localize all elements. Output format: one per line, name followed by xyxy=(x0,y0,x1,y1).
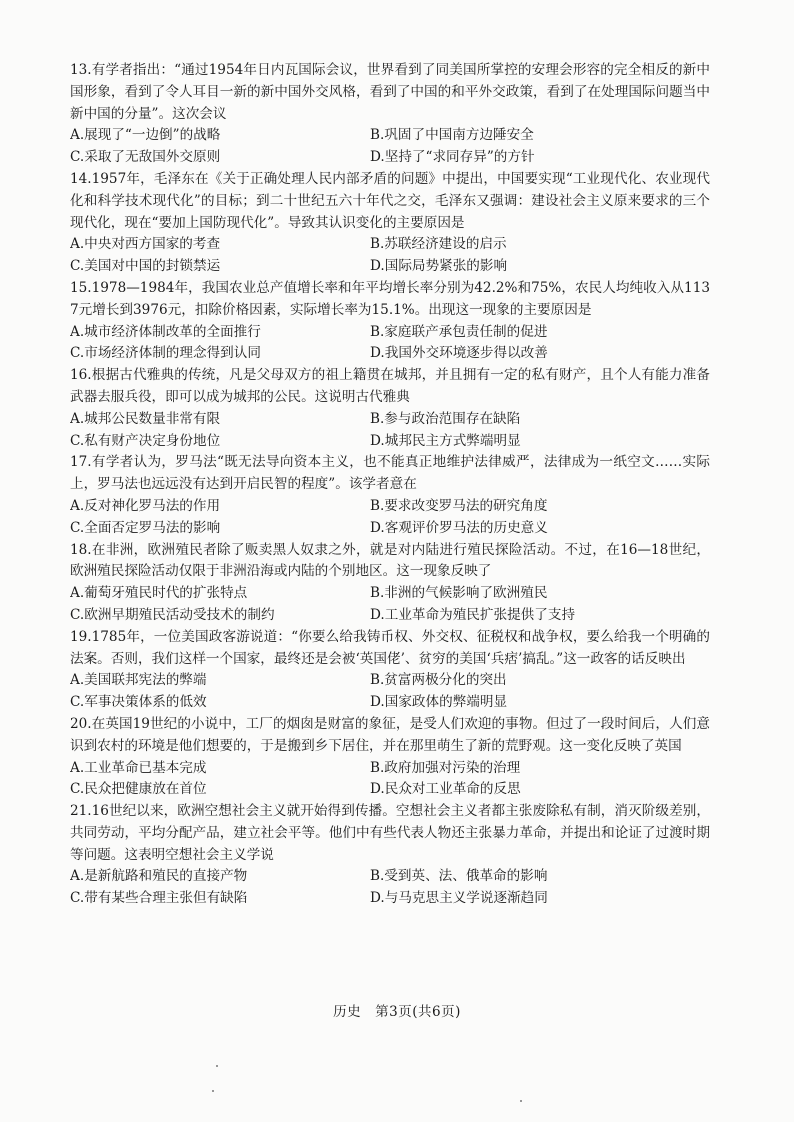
option-b: B.家庭联产承包责任制的促进 xyxy=(370,323,548,340)
option-a: A.中央对西方国家的考查 xyxy=(70,236,221,253)
question-18 xyxy=(70,540,710,627)
question-stem: 20.在英国19世纪的小说中，工厂的烟囱是财富的象征，是受人们欢迎的事物。但过了一段时间后，人们意识到农村的环境是他们想要的，于是搬到乡下居住，并在那里萌生了新的荒野观。这一变化反映了英国 xyxy=(70,715,710,754)
option-b: B.政府加强对污染的治理 xyxy=(370,759,521,776)
options xyxy=(70,583,710,627)
option-b: B.参与政治范围存在缺陷 xyxy=(370,410,521,427)
question-stem: 17.有学者认为，罗马法“既无法导向资本主义，也不能真正地维护法律威严，法律成为一纸空文……实际上，罗马法也远远没有达到开启民智的程度”。该学者意在 xyxy=(70,454,710,493)
option-a: A.是新航路和殖民的直接产物 xyxy=(70,868,248,885)
question-21 xyxy=(70,801,710,910)
question-stem: 19.1785年，一位美国政客游说道：“你要么给我铸币权、外交权、征税权和战争权，要么给我一个明确的法案。否则，我们这样一个国家，最终还是会被‘英国佬’、贫穷的美国‘兵痞’搞乱。”这一政客的话反映出 xyxy=(70,628,710,667)
options xyxy=(70,758,710,802)
option-b: B.要求改变罗马法的研究角度 xyxy=(370,497,548,514)
option-b: B.受到英、法、俄革命的影响 xyxy=(370,868,548,885)
option-d: D.与马克思主义学说逐渐趋同 xyxy=(370,890,548,907)
option-a: A.展现了“一边倒”的战略 xyxy=(70,127,221,144)
option-a: A.城邦公民数量非常有限 xyxy=(70,410,221,427)
option-a: A.工业革命已基本完成 xyxy=(70,759,207,776)
option-c: C.美国对中国的封锁禁运 xyxy=(70,258,221,275)
option-d: D.城邦民主方式弊端明显 xyxy=(370,432,521,449)
option-d: D.民众对工业革命的反思 xyxy=(370,781,521,798)
question-stem: 15.1978—1984年，我国农业总产值增长率和年平均增长率分别为42.2%和75%，农民人均纯收入从1137元增长到3976元，扣除价格因素，实际增长率为15.1%。出现这一现象的主要原因是 xyxy=(70,279,710,318)
option-b: B.非洲的气候影响了欧洲殖民 xyxy=(370,585,548,602)
question-17 xyxy=(70,452,710,539)
scan-speck xyxy=(212,1090,214,1092)
option-b: B.巩固了中国南方边陲安全 xyxy=(370,127,534,144)
option-b: B.苏联经济建设的启示 xyxy=(370,236,507,253)
question-stem: 14.1957年，毛泽东在《关于正确处理人民内部矛盾的问题》中提出，中国要实现“工业现代化、农业现代化和科学技术现代化”的目标；到二十世纪五六十年代之交，毛泽东又强调：建设社会主义原来要求的三个现代化，现在“要加上国防现代化”。导致其认识变化的主要原因是 xyxy=(70,170,710,231)
options xyxy=(70,866,710,910)
options xyxy=(70,496,710,540)
question-19 xyxy=(70,627,710,714)
option-d: D.客观评价罗马法的历史意义 xyxy=(370,519,548,536)
option-d: D.我国外交环境逐步得以改善 xyxy=(370,345,548,362)
question-16 xyxy=(70,365,710,452)
option-c: C.采取了无敌国外交原则 xyxy=(70,149,221,166)
option-d: D.坚持了“求同存异”的方针 xyxy=(370,149,535,166)
scan-speck xyxy=(216,1065,218,1067)
options xyxy=(70,322,710,366)
options xyxy=(70,409,710,453)
question-list xyxy=(70,60,710,910)
option-c: C.民众把健康放在首位 xyxy=(70,781,207,798)
option-b: B.贫富两极分化的突出 xyxy=(370,672,507,689)
option-c: C.军事决策体系的低效 xyxy=(70,694,207,711)
option-d: D.工业革命为殖民扩张提供了支持 xyxy=(370,606,576,623)
question-stem: 21.16世纪以来，欧洲空想社会主义就开始得到传播。空想社会主义者都主张废除私有制，消灭阶级差别，共同劳动，平均分配产品，建立社会平等。他们中有些代表人物还主张暴力革命，并提出和论证了过渡时期等问题。这表明空想社会主义学说 xyxy=(70,803,710,863)
option-c: C.带有某些合理主张但有缺陷 xyxy=(70,890,248,907)
question-14 xyxy=(70,169,710,278)
question-13 xyxy=(70,60,710,169)
question-15 xyxy=(70,278,710,365)
option-d: D.国际局势紧张的影响 xyxy=(370,258,508,275)
page-footer: 历史 第3页(共6页) xyxy=(333,1004,461,1020)
option-c: C.市场经济体制的理念得到认同 xyxy=(70,345,261,362)
question-stem: 16.根据古代雅典的传统，凡是父母双方的祖上籍贯在城邦，并且拥有一定的私有财产，且个人有能力准备武器去服兵役，即可以成为城邦的公民。这说明古代雅典 xyxy=(70,367,710,405)
option-a: A.城市经济体制改革的全面推行 xyxy=(70,323,261,340)
options xyxy=(70,234,710,278)
options xyxy=(70,670,710,714)
option-a: A.葡萄牙殖民时代的扩张特点 xyxy=(70,585,248,602)
option-c: C.私有财产决定身份地位 xyxy=(70,432,221,449)
question-20 xyxy=(70,714,710,801)
scan-speck xyxy=(520,1100,522,1102)
option-c: C.全面否定罗马法的影响 xyxy=(70,519,221,536)
options xyxy=(70,125,710,169)
question-stem: 13.有学者指出：“通过1954年日内瓦国际会议，世界看到了同美国所掌控的安理会形容的完全相反的新中国形象，看到了令人耳目一新的新中国外交风格，看到了中国的和平外交政策，看到了在处理国际问题当中新中国的分量”。这次会议 xyxy=(70,62,710,122)
option-c: C.欧洲早期殖民活动受技术的制约 xyxy=(70,606,275,623)
question-stem: 18.在非洲，欧洲殖民者除了贩卖黑人奴隶之外，就是对内陆进行殖民探险活动。不过，在16—18世纪，欧洲殖民探险活动仅限于非洲沿海或内陆的个别地区。这一现象反映了 xyxy=(70,541,710,580)
option-a: A.美国联邦宪法的弊端 xyxy=(70,672,207,689)
option-d: D.国家政体的弊端明显 xyxy=(370,694,508,711)
option-a: A.反对神化罗马法的作用 xyxy=(70,497,221,514)
